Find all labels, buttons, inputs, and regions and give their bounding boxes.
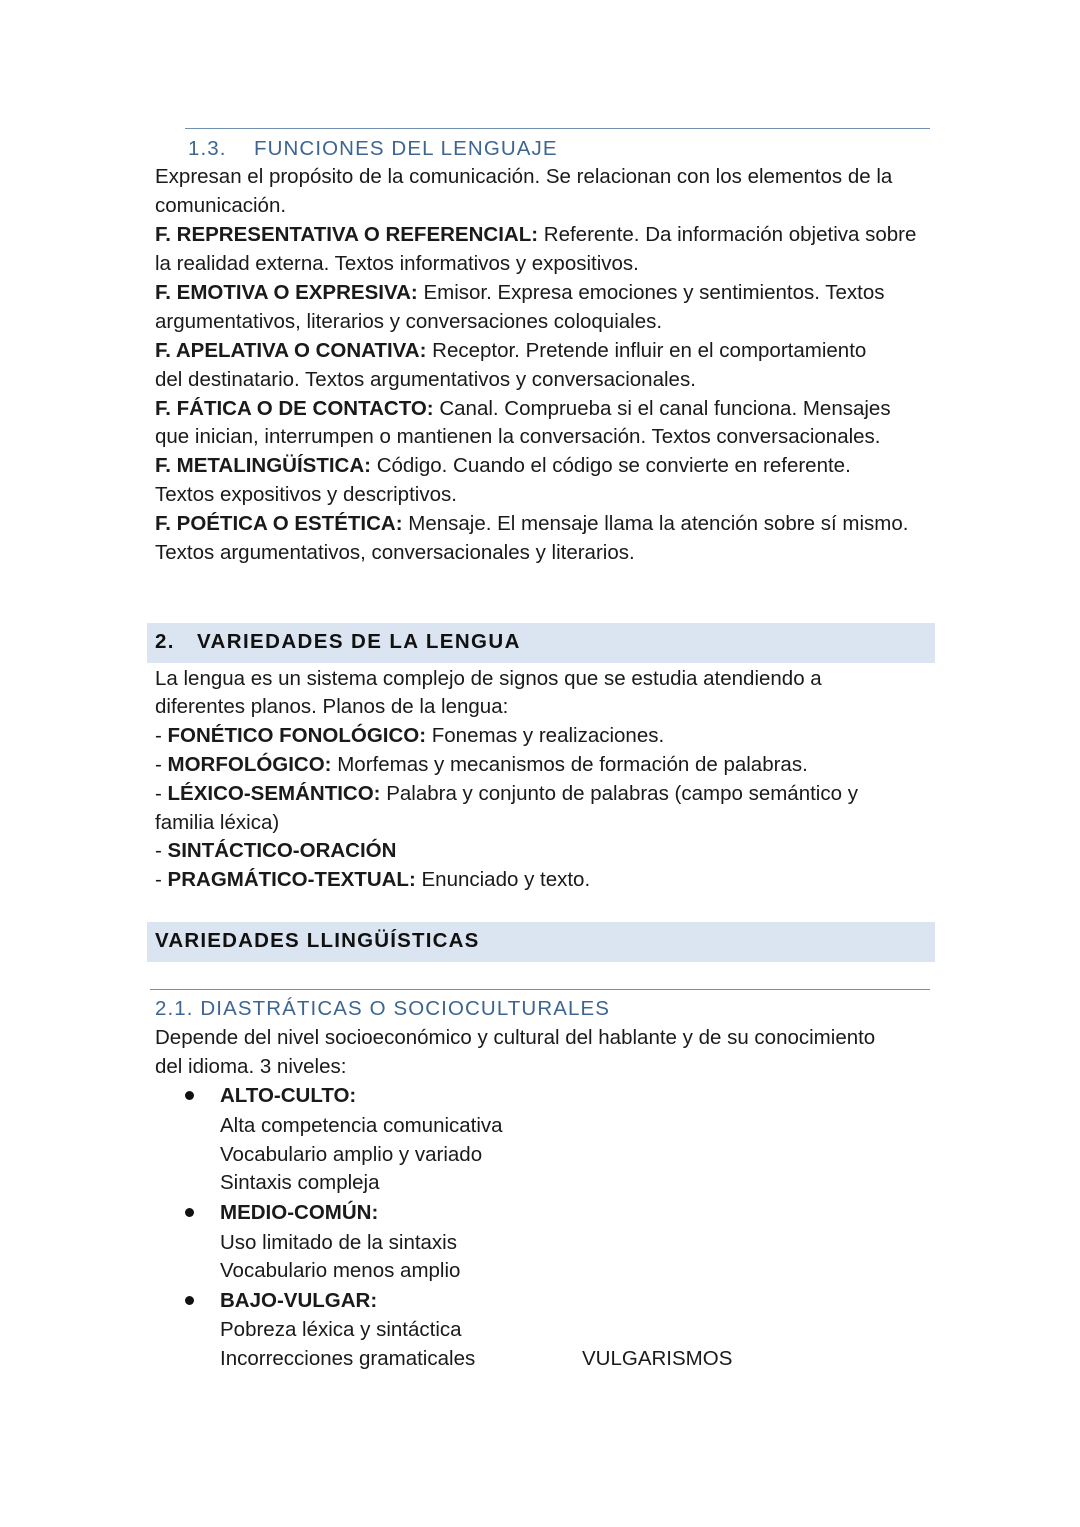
plane-description: Fonemas y realizaciones. xyxy=(426,724,665,747)
function-line: Textos expositivos y descriptivos. xyxy=(155,483,457,506)
plane-line xyxy=(155,808,279,837)
section-number: 1.3. xyxy=(188,137,227,160)
function-description: Canal. Comprueba si el canal funciona. Mensajes xyxy=(433,397,891,420)
function-line: que inician, interrumpen o mantienen la conversación. Textos conversacionales. xyxy=(155,425,881,448)
plane-line xyxy=(155,865,590,894)
level-item: Vocabulario amplio y variado xyxy=(220,1143,483,1166)
paragraph-line: diferentes planos. Planos de la lengua: xyxy=(155,695,509,718)
plane-description: Enunciado y texto. xyxy=(415,868,591,891)
function-line: Textos argumentativos, conversacionales y literarios. xyxy=(155,541,635,564)
function-name: F. METALINGÜÍSTICA: xyxy=(155,454,371,477)
paragraph-line: La lengua es un sistema complejo de signos que se estudia atendiendo a xyxy=(155,667,822,690)
function-name: F. FÁTICA O DE CONTACTO: xyxy=(155,397,434,420)
section-2-heading-band xyxy=(147,623,935,663)
function-description: Referente. Da información objetiva sobre xyxy=(538,223,917,246)
plane-name: LÉXICO-SEMÁNTICO: xyxy=(167,782,381,805)
heading-rule xyxy=(150,989,930,990)
plane-line xyxy=(155,750,808,779)
dash: - xyxy=(155,839,168,862)
function-name: F. REPRESENTATIVA O REFERENCIAL: xyxy=(155,223,539,246)
level-name: ALTO-CULTO: xyxy=(220,1084,357,1107)
paragraph-line: comunicación. xyxy=(155,194,287,217)
bullet-icon xyxy=(185,1208,194,1217)
level-item: Uso limitado de la sintaxis xyxy=(220,1231,457,1254)
function-description: Mensaje. El mensaje llama la atención sobre sí mismo. xyxy=(402,512,909,535)
plane-line xyxy=(155,721,664,750)
plane-name: SINTÁCTICO-ORACIÓN xyxy=(167,839,397,862)
function-line: la realidad externa. Textos informativos y expositivos. xyxy=(155,252,639,275)
function-description: Código. Cuando el código se convierte en referente. xyxy=(371,454,851,477)
level-item: Pobreza léxica y sintáctica xyxy=(220,1318,462,1341)
section-1-3-heading xyxy=(188,137,558,161)
function-description: Emisor. Expresa emociones y sentimientos. Textos xyxy=(417,281,885,304)
paragraph-line: Expresan el propósito de la comunicación. Se relacionan con los elementos de la xyxy=(155,165,893,188)
function-line xyxy=(155,451,851,480)
function-line xyxy=(155,394,891,423)
function-name: F. EMOTIVA O EXPRESIVA: xyxy=(155,281,418,304)
function-line: argumentativos, literarios y conversaciones coloquiales. xyxy=(155,310,663,333)
section-2-heading xyxy=(155,630,521,654)
function-line xyxy=(155,336,866,365)
plane-line xyxy=(155,836,396,865)
dash: - xyxy=(155,724,168,747)
plane-name: MORFOLÓGICO: xyxy=(167,753,332,776)
section-number: 2. xyxy=(155,630,175,653)
dash: - xyxy=(155,753,168,776)
function-line xyxy=(155,220,916,249)
level-item: Incorrecciones gramaticales xyxy=(220,1347,476,1370)
section-2-1-heading: 2.1. DIASTRÁTICAS O SOCIOCULTURALES xyxy=(155,997,611,1020)
function-description: Receptor. Pretende influir en el comportamiento xyxy=(426,339,867,362)
plane-description: familia léxica) xyxy=(155,811,280,834)
level-item: Sintaxis compleja xyxy=(220,1171,380,1194)
function-line xyxy=(155,278,885,307)
plane-description: Morfemas y mecanismos de formación de palabras. xyxy=(331,753,808,776)
level-name: BAJO-VULGAR: xyxy=(220,1289,378,1312)
paragraph-line: Depende del nivel socioeconómico y cultural del hablante y de su conocimiento xyxy=(155,1026,876,1049)
dash: - xyxy=(155,868,168,891)
bullet-icon xyxy=(185,1296,194,1305)
variedades-heading: VARIEDADES LLINGÜÍSTICAS xyxy=(155,929,480,952)
heading-rule xyxy=(185,128,930,129)
plane-line xyxy=(155,779,858,808)
level-name: MEDIO-COMÚN: xyxy=(220,1201,379,1224)
function-line: del destinatario. Textos argumentativos y conversacionales. xyxy=(155,368,696,391)
level-item: Vocabulario menos amplio xyxy=(220,1259,461,1282)
plane-name: FONÉTICO FONOLÓGICO: xyxy=(167,724,427,747)
bullet-icon xyxy=(185,1091,194,1100)
side-note: VULGARISMOS xyxy=(582,1347,733,1370)
dash: - xyxy=(155,782,168,805)
function-name: F. POÉTICA O ESTÉTICA: xyxy=(155,512,403,535)
plane-name: PRAGMÁTICO-TEXTUAL: xyxy=(167,868,416,891)
function-line xyxy=(155,509,908,538)
paragraph-line: del idioma. 3 niveles: xyxy=(155,1055,347,1078)
variedades-heading-band xyxy=(147,922,935,962)
section-title: VARIEDADES DE LA LENGUA xyxy=(197,630,521,653)
level-item: Alta competencia comunicativa xyxy=(220,1114,503,1137)
plane-description: Palabra y conjunto de palabras (campo semántico y xyxy=(380,782,858,805)
function-name: F. APELATIVA O CONATIVA: xyxy=(155,339,427,362)
section-title: FUNCIONES DEL LENGUAJE xyxy=(254,137,558,160)
